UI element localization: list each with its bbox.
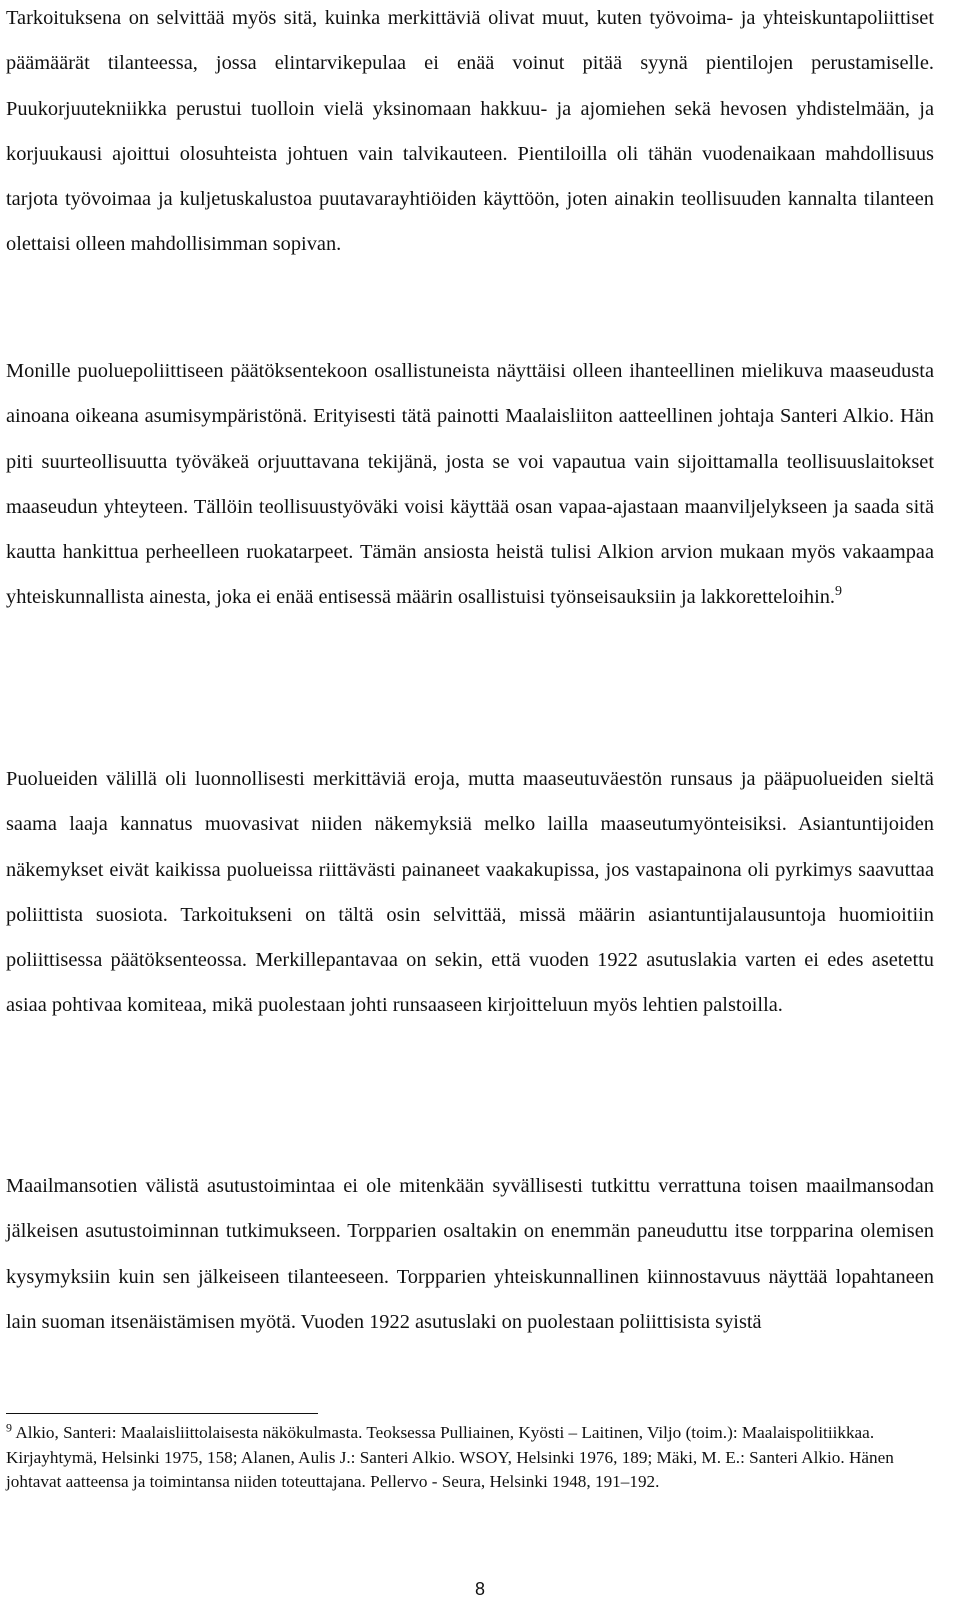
paragraph-2 — [6, 349, 934, 621]
paragraph-3: Puolueiden välillä oli luonnollisesti merkittäviä eroja, mutta maaseutuväestön runsaus ja pääpuolueiden sieltä saama laaja kannatus muovasivat niiden näkemyksiä melko lailla maaseutumyönteisiksi. Asiantuntijoiden näkemykset eivät kaikissa puolueissa riittävästi painaneet vaakakupissa, jos vastapainona oli pyrkimys saavuttaa poliittista suosiota. Tarkoitukseni on tältä osin selvittää, missä määrin asiantuntijalausuntoja huomioitiin poliittisessa päätöksenteossa. Merkillepantavaa on sekin, että vuoden 1922 asutuslakia varten ei edes asetettu asiaa pohtivaa komiteaa, mikä puolestaan johti runsaaseen kirjoitteluun myös lehtien palstoilla. — [6, 768, 934, 1017]
paragraph-1: Tarkoituksena on selvittää myös sitä, kuinka merkittäviä olivat muut, kuten työvoima- ja yhteiskuntapoliittiset päämäärät tilanteessa, jossa elintarvikepulaa ei enää voinut pitää syynä pientilojen perustamiselle. Puukorjuutekniikka perustui tuolloin vielä yksinomaan hakkuu- ja ajomiehen sekä hevosen yhdistelmään, ja korjuukausi ajoittui olosuhteista johtuen vain talvikauteen. Pientiloilla oli tähän vuodenaikaan mahdollisuus tarjota työvoimaa ja kuljetuskalustoa puutavarayhtiöiden käyttöön, joten ainakin teollisuuden kannalta tilanteen olettaisi olleen mahdollisimman sopivan. — [6, 7, 934, 256]
footnote-text: Alkio, Santeri: Maalaisliittolaisesta näkökulmasta. Teoksessa Pulliainen, Kyösti – Laitinen, Viljo (toim.): Maalaispolitiikkaa. Kirjayhtymä, Helsinki 1975, 158; Alanen, Aulis J.: Santeri Alkio. WSOY, Helsinki 1976, 189; Mäki, M. E.: Santeri Alkio. Hänen johtavat aatteensa ja toimintansa niiden toteuttajana. Pellervo - Seura, Helsinki 1948, 191–192. — [6, 1423, 894, 1491]
footnote-separator — [6, 1413, 318, 1414]
paragraph-4: Maailmansotien välistä asutustoimintaa ei ole mitenkään syvällisesti tutkittu verrattuna toisen maailmansodan jälkeisen asutustoiminnan tutkimukseen. Torpparien osaltakin on enemmän paneuduttu itse torpparina olemisen kysymyksiin kuin sen jälkeiseen tilanteeseen. Torpparien yhteiskunnallinen kiinnostavuus näyttää lopahtaneen lain suoman itsenäistämisen myötä. Vuoden 1922 asutuslaki on puolestaan poliittisista syistä — [6, 1175, 934, 1333]
footnote — [6, 1421, 934, 1495]
paragraph-2-text: Monille puoluepoliittiseen päätöksentekoon osallistuneista näyttäisi olleen ihanteellinen mielikuva maaseudusta ainoana oikeana asumisympäristönä. Erityisesti tätä painotti Maalaisliiton aatteellinen johtaja Santeri Alkio. Hän piti suurteollisuutta työväkeä orjuuttavana tekijänä, josta se voi vapautua vain sijoittamalla teollisuuslaitokset maaseudun yhteyteen. Tällöin teollisuustyöväki voisi käyttää osan vapaa-ajastaan maanviljelykseen ja saada sitä kautta hankittua perheelleen ruokatarpeet. Tämän ansiosta heistä tulisi Alkion arvion mukaan myös vakaampaa yhteiskunnallista ainesta, joka ei enää entisessä määrin osallistuisi työnseisauksiin ja lakkoretteloihin. — [6, 360, 934, 609]
footnote-number: 9 — [6, 1420, 12, 1435]
page-number: 8 — [474, 1579, 485, 1599]
footnote-reference[interactable]: 9 — [835, 584, 843, 600]
